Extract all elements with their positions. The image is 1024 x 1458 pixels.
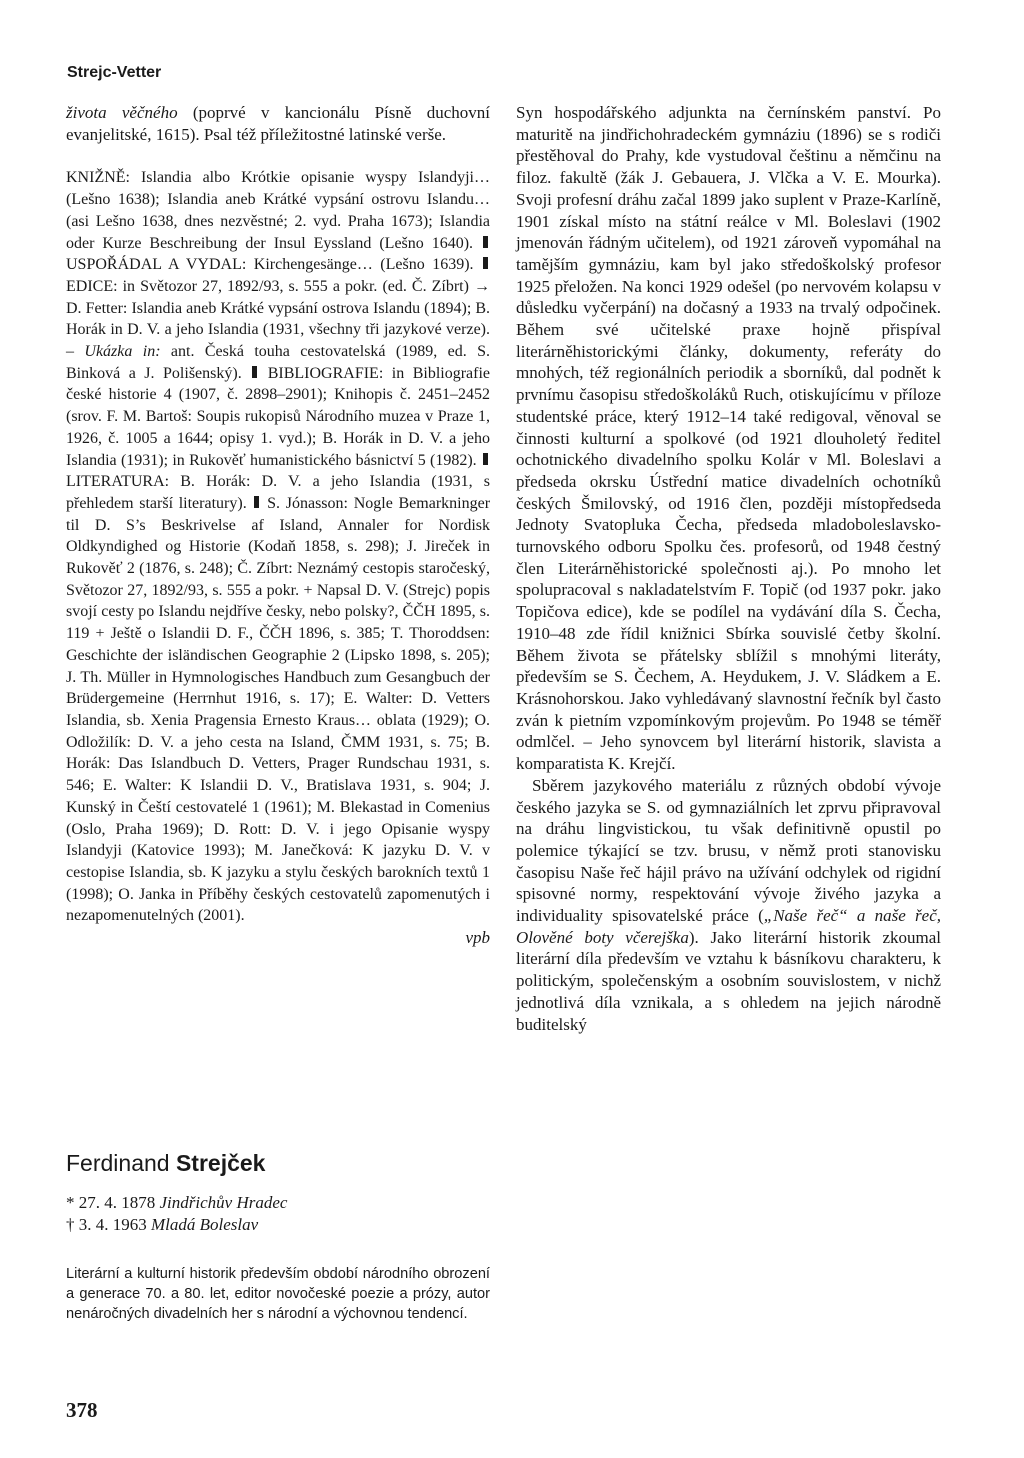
entry-first-name: Ferdinand [66,1150,170,1176]
entry-surname: Strejček [175,1150,266,1176]
work-text-a: Sběrem jazykového materiálu z různých období vývoje českého jazyka se S. od gymnaziálních let zprvu připravoval na dráhu lingvistickou, tu však definitivně opustil po polemice týkající se tzv. brusu, v němž proti stanovisku časopisu Naše řeč hájil právo na užívání odchylek od rigidní spisovné normy, respektování vývoje živého jazyka a individuality spisovatelské práce ( [516,775,941,926]
section-mark-icon [483,453,488,465]
literatura-section-a: LITERATURA: B. Horák: D. V. a jeho Islandia (1931, s přehledem starší literatury). [66,473,490,512]
intro-text: (poprvé v kancionálu Písně duchovní evanjelitské, 1615). Psal též příležitostné latinské verše. [66,103,490,144]
bibliografie-section: BIBLIOGRAFIE: in Bibliografie české historie 4 (1907, č. 2898–2901); Knihopis č. 2451–2452 (srov. F. M. Bartoš: Soupis rukopisů Národního muzea v Praze 1, 1926, č. 1005 a 1644; opisy 1. vyd.); B. Horák in D. V. a jeho Islandia (1931); in Rukověť humanistického básnictví 5 (1982). [66,364,491,469]
death-date: † 3. 4. 1963 [66,1215,147,1234]
right-column [516,102,941,1035]
work-paragraph [516,775,941,1035]
section-mark-icon [483,257,488,269]
birth-date: * 27. 4. 1878 [66,1193,156,1212]
birth-place: Jindřichův Hradec [159,1193,288,1212]
birth-line [66,1192,490,1214]
work-titles: „Naše řeč“ a naše řeč, Olověné boty včerejška [516,906,942,947]
intro-italic: života věčného [66,103,178,122]
death-line [66,1214,490,1236]
work-text-b: ). Jako literární historik zkoumal literární díla především ve vztahu k básníkovu charakteru, k politickým, společenským a osobním souvislostem, v nichž jednotlivá díla vznikala, a s ohledem na jejich národně buditelský [516,927,941,1034]
entry-dates [66,1192,490,1236]
section-mark-icon [254,496,259,508]
intro-paragraph [66,102,490,145]
bibliography-block [66,167,490,927]
entry-abstract: Literární a kulturní historik především období národního obrození a generace 70. a 80. let, editor novočeské poezie a prózy, autor nenáročných divadelních her s národní a výchovnou tendencí. [66,1266,490,1322]
left-column [66,102,490,949]
edice-section-a: EDICE: in Světozor 27, 1892/93, s. 555 a pokr. (ed. Č. Zíbrt) → D. Fetter: Islandia aneb Krátké vypsání ostrova Islandu (1894); B. Horák in D. V. a jeho Islandia (1931, všechny tři jazykové verze). – [66,277,490,361]
author-signature: vpb [465,928,490,948]
literatura-section-b: S. Jónasson: Nogle Bemarkninger til D. S’s Beskrivelse af Island, Annaler for Nordisk Oldkyndighed og Historie (Kodaň 1858, s. 298); J. Jireček in Rukověť 2 (1876, s. 248); Č. Zíbrt: Neznámý cestopis staročeský, Světozor 27, 1892/93, s. 555 a pokr. + Napsal D. V. (Strejc) popis svojí cesty po Islandu nejdříve česky, nebo polsky?, ČČH 1895, s. 119 + Ještě o Islandii D. F., ČČH 1896, s. 385; T. Thoroddsen: Geschichte der isländischen Geographie 2 (Lipsko 1898, s. 205); J. Th. Müller in Hymnologisches Handbuch zum Gesangbuch der Brüdergemeine (Herrnhut 1916, s. 17); E. Walter: D. Vetters Islandia, sb. Xenia Pragensia Ernesto Kraus… oblata (1929); O. Odložilík: D. V. a jeho cesta na Island, ČMM 1931, s. 75; B. Horák: Das Islandbuch D. Vetters, Prager Rundschau 1931, s. 546; E. Walter: K Islandii D. V., Bratislava 1931, s. 904; J. Kunský in Čeští cestovatelé 1 (1961); M. Blekastad in Comenius (Oslo, Praha 1969); D. Rott: D. V. i jego Opisanie wyspy Islandyji (Katovice 1993); M. Janečková: K jazyku D. V. v cestopise Islandia, sb. K jazyku a stylu českých barokních textů 1 (1998); O. Janka in Příběhy českých cestovatelů zapomenutých i nezapomenutelných (2001). [66,494,491,925]
biography-paragraph: Syn hospodářského adjunkta na černínském panství. Po maturitě na jindřichohradeckém gymnáziu (1896) se s rodiči přestěhoval do Prahy, kde vystudoval češtinu a němčinu na filoz. fakultě (žák J. Gebauera, J. Vlčka a V. E. Mourka). Svoji profesní dráhu začal 1899 jako suplent v Praze-Karlíně, 1901 získal místo na státní reálce v Ml. Boleslavi (1902 jmenován řádným učitelem), od 1921 zároveň vypomáhal na tamějším gymnáziu, kam byl jako středoškolský profesor 1925 přeložen. Na konci 1929 odešel (po nervovém kolapsu v důsledku vyčerpání) na dočasný a 1933 na trvalý odpočinek. Během své učitelské praxe hojně přispíval literárněhistorickými články, dokumenty, referáty do mnohých, též regionálních periodik a sborníků, dal podnět k prvnímu časopisu středoškoláků Ruch, otiskujícímu v příloze studentské práce, který 1912–14 také redigoval, věnoval se činnosti kulturní a spolkové (od 1921 dlouholetý ředitel ochotnického divadelního spolku Kolár v Ml. Boleslavi a předseda okrsku Ústřední matice divadelních ochotníků českých Šmilovský, od 1916 člen, později místopředseda Jednoty Svatopluka Čecha, předseda mladoboleslavsko-turnovského odboru Spolku čes. profesorů, od 1948 čestný člen Literárněhistorické společnosti aj.). Po mnoho let spolupracoval s nakladatelstvím F. Topič (od 1937 pokr. jako Topičova edice), kde se podílel na vydávání díla S. Čecha, 1910–48 zde řídil knižnici Sbírka souvislé četby školní. Během života se přátelsky sblížil s mnohými literáty, především se S. Čechem, A. Heydukem, J. V. Sládkem a E. Krásnohorskou. Jako vyhledávaný slavnostní řečník byl často zván k pietním vzpomínkovým projevům. Po 1948 se téměř odmlčel. – Jeho synovcem byl literární historik, slavista a komparatista K. Krejčí. [516,103,941,774]
edice-ukazka: Ukázka in: [84,343,161,361]
running-head: Strejc-Vetter [67,64,162,81]
section-mark-icon [252,366,257,378]
death-place: Mladá Boleslav [151,1215,259,1234]
usporadal-section: USPOŘÁDAL A VYDAL: Kirchengesänge… (Lešno 1639). [66,256,474,274]
knizne-section: KNIŽNĚ: Islandia albo Krótkie opisanie wyspy Islandyji… (Lešno 1638); Islandia aneb Krátké vypsání ostrovu Islandu… (asi Lešno 1638, dnes nezvěstné; 2. vyd. Praha 1673); Islandia oder Kurze Beschreibung der Insul Eyssland (Lešno 1640). [66,169,490,252]
edice-section-b: ant. Česká touha cestovatelská (1989, ed. S. Binková a J. Polišenský). [66,343,491,382]
page-number: 378 [66,1398,98,1422]
entry-title [66,1150,265,1177]
section-mark-icon [483,236,488,248]
